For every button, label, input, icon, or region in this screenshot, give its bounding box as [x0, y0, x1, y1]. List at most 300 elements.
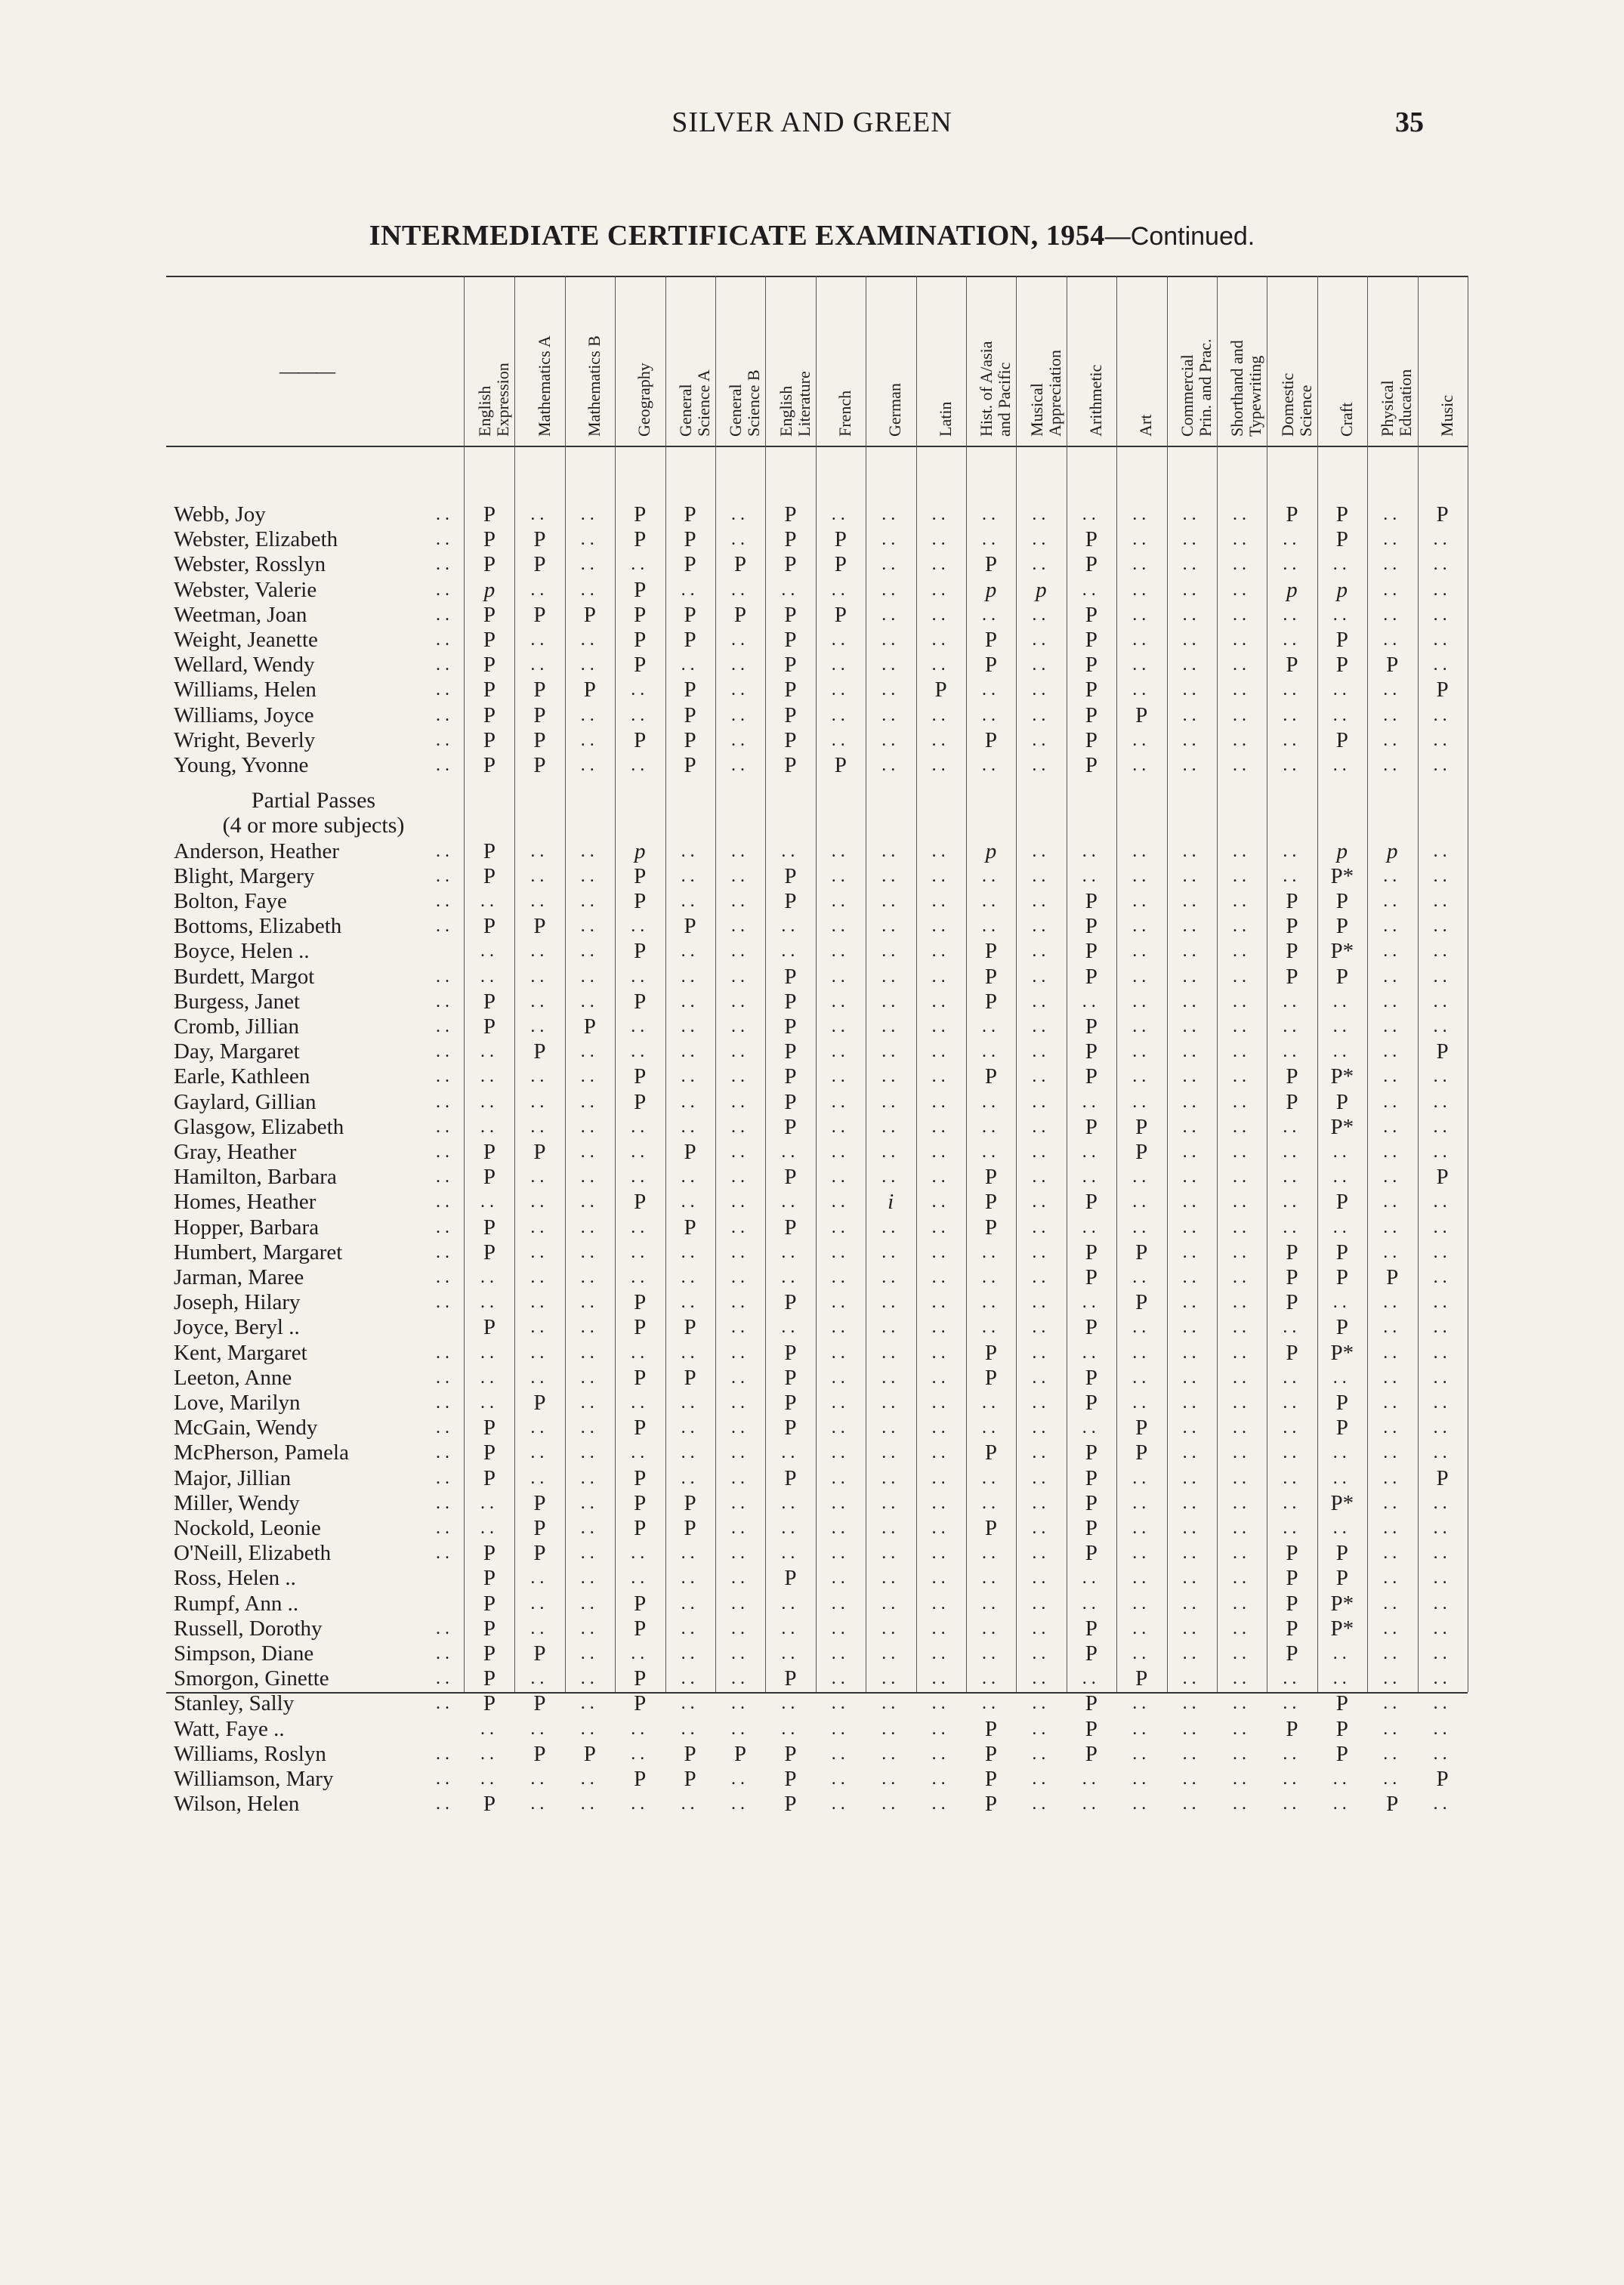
result-cell: ..	[1383, 1669, 1402, 1689]
result-cell: ..	[1233, 1342, 1251, 1363]
result-cell: ..	[1433, 530, 1452, 550]
result-cell: P*	[1330, 1340, 1354, 1365]
result-cell: ..	[1433, 1694, 1452, 1714]
result-cell: ..	[881, 1443, 900, 1463]
partial-pass-row	[166, 1440, 1462, 1465]
result-cell: ..	[1433, 1593, 1452, 1613]
result-cell: P	[1386, 1265, 1399, 1289]
result-cell: ..	[1283, 705, 1301, 725]
result-cell: ..	[1233, 1067, 1251, 1087]
result-cell: ..	[681, 579, 699, 600]
result-cell: ..	[1283, 1769, 1301, 1789]
partial-pass-row	[166, 1566, 1462, 1591]
result-cell: P	[1085, 1190, 1098, 1215]
result-cell: ..	[1233, 1092, 1251, 1112]
leader-dots: ..	[436, 730, 454, 750]
result-cell: P	[984, 727, 998, 752]
result-cell: ..	[1433, 755, 1452, 775]
subject-header: Hist. of A/asia and Pacific	[977, 341, 1014, 437]
result-cell: ..	[681, 1543, 699, 1564]
result-cell: P	[834, 527, 847, 552]
result-cell: ..	[1383, 705, 1402, 725]
result-cell: ..	[1182, 891, 1201, 911]
leader-dots: ..	[436, 530, 454, 550]
result-cell: ..	[1233, 1393, 1251, 1413]
result-cell: ..	[881, 941, 900, 962]
result-cell: P	[634, 1089, 647, 1114]
result-cell: ..	[681, 1644, 699, 1663]
result-cell: ..	[931, 1192, 950, 1212]
result-cell: ..	[1233, 1017, 1251, 1036]
partial-pass-row	[166, 1090, 1462, 1115]
result-cell: ..	[731, 1017, 749, 1036]
subject-header: Shorthand and Typewriting	[1227, 340, 1265, 437]
result-cell: ..	[1383, 730, 1402, 750]
result-cell: ..	[931, 1518, 950, 1538]
result-cell: ..	[1383, 579, 1402, 600]
student-name: Cromb, Jillian	[174, 1014, 299, 1039]
result-cell: ..	[1383, 630, 1402, 650]
leader-dots: ..	[436, 755, 454, 775]
result-cell: ..	[931, 1342, 950, 1363]
full-pass-row	[166, 578, 1462, 603]
result-cell: ..	[1383, 891, 1402, 911]
result-cell: P	[483, 1641, 496, 1666]
result-cell: P	[1286, 653, 1298, 678]
result-cell: ..	[631, 1568, 650, 1589]
result-cell: P	[634, 1616, 647, 1641]
result-cell: P	[784, 552, 797, 577]
result-cell: ..	[1283, 630, 1301, 650]
student-name: Leeton, Anne	[174, 1365, 292, 1390]
result-cell: ..	[631, 1242, 650, 1262]
student-name: Gaylard, Gillian	[174, 1089, 316, 1114]
result-cell: ..	[530, 1769, 549, 1789]
result-cell: P	[1286, 889, 1298, 913]
result-cell: ..	[1182, 1669, 1201, 1689]
result-cell: P	[984, 1165, 998, 1190]
full-pass-row	[166, 527, 1462, 552]
result-cell: ..	[580, 1568, 599, 1589]
result-cell: ..	[982, 1618, 1000, 1638]
result-cell: ..	[580, 1644, 599, 1663]
result-cell: ..	[1032, 1593, 1051, 1613]
student-name: Homes, Heather	[174, 1190, 316, 1215]
result-cell: ..	[931, 1242, 950, 1262]
result-cell: P	[684, 1215, 696, 1240]
result-cell: ..	[1082, 1342, 1101, 1363]
partial-pass-row	[166, 1315, 1462, 1340]
partial-pass-row	[166, 1039, 1462, 1064]
result-cell: ..	[731, 1644, 749, 1663]
result-cell: ..	[1182, 730, 1201, 750]
result-cell: ..	[1233, 705, 1251, 725]
result-cell: ..	[931, 730, 950, 750]
result-cell: P	[984, 628, 998, 652]
result-cell: ..	[681, 891, 699, 911]
result-cell: ..	[1383, 1017, 1402, 1036]
result-cell: ..	[731, 1042, 749, 1062]
result-cell: ..	[831, 505, 850, 524]
result-cell: ..	[1332, 1518, 1351, 1538]
result-cell: ..	[1132, 1092, 1151, 1112]
result-cell: ..	[982, 1017, 1000, 1036]
result-cell: ..	[1383, 1192, 1402, 1212]
result-cell: ..	[1032, 1669, 1051, 1689]
result-cell: ..	[881, 505, 900, 524]
result-cell: P	[1386, 653, 1399, 678]
result-cell: ..	[1233, 1543, 1251, 1564]
result-cell: ..	[1132, 1192, 1151, 1212]
result-cell: ..	[931, 505, 950, 524]
result-cell: ..	[580, 554, 599, 575]
result-cell: p	[1286, 577, 1298, 602]
result-cell: P	[784, 1089, 797, 1114]
result-cell: ..	[1283, 1518, 1301, 1538]
result-cell: ..	[580, 891, 599, 911]
result-cell: ..	[1283, 680, 1301, 700]
result-cell: ..	[831, 1268, 850, 1287]
result-cell: ..	[1383, 1443, 1402, 1463]
result-cell: ..	[1383, 1092, 1402, 1112]
result-cell: P	[1085, 702, 1098, 727]
result-cell: ..	[1383, 1468, 1402, 1488]
result-cell: P	[634, 1416, 647, 1440]
result-cell: P	[984, 939, 998, 964]
result-cell: ..	[731, 1443, 749, 1463]
result-cell: ..	[631, 1017, 650, 1036]
result-cell: ..	[1182, 1367, 1201, 1388]
result-cell: P	[1286, 1290, 1298, 1315]
result-cell: P	[1335, 964, 1348, 989]
result-cell: ..	[931, 705, 950, 725]
result-cell: ..	[881, 1468, 900, 1488]
result-cell: ..	[631, 1342, 650, 1363]
result-cell: ..	[681, 966, 699, 987]
result-cell: ..	[681, 1042, 699, 1062]
result-cell: ..	[982, 891, 1000, 911]
result-cell: ..	[1383, 1518, 1402, 1538]
result-cell: ..	[580, 966, 599, 987]
student-name: Webb, Joy	[174, 502, 266, 526]
result-cell: ..	[1283, 1042, 1301, 1062]
full-pass-row	[166, 653, 1462, 678]
result-cell: ..	[681, 1794, 699, 1814]
leader-dots: ..	[436, 579, 454, 600]
result-cell: ..	[1283, 1367, 1301, 1388]
result-cell: ..	[1182, 1092, 1201, 1112]
result-cell: P	[533, 1516, 546, 1540]
partial-pass-row	[166, 1491, 1462, 1516]
result-cell: ..	[1032, 604, 1051, 625]
result-cell: ..	[982, 604, 1000, 625]
result-cell: P	[684, 1140, 696, 1164]
partial-pass-row	[166, 1666, 1462, 1691]
result-cell: ..	[881, 1116, 900, 1137]
result-cell: ..	[631, 1217, 650, 1237]
result-cell: ..	[1032, 505, 1051, 524]
result-cell: ..	[1032, 1393, 1051, 1413]
result-cell: P	[483, 1616, 496, 1641]
partial-pass-row	[166, 1717, 1462, 1742]
result-cell: P	[1085, 1240, 1098, 1264]
result-cell: P	[784, 1064, 797, 1089]
result-cell: ..	[731, 1518, 749, 1538]
result-cell: ..	[1433, 1142, 1452, 1162]
result-cell: ..	[831, 1142, 850, 1162]
result-cell: ..	[530, 1367, 549, 1388]
result-cell: ..	[931, 841, 950, 861]
result-cell: ..	[631, 1794, 650, 1814]
result-cell: P	[684, 1516, 696, 1540]
result-cell: ..	[731, 1468, 749, 1488]
partial-pass-row	[166, 939, 1462, 964]
result-cell: P	[1135, 702, 1148, 727]
result-cell: ..	[1132, 966, 1151, 987]
result-cell: ..	[1383, 866, 1402, 886]
result-cell: P	[483, 653, 496, 678]
result-cell: ..	[781, 1618, 800, 1638]
result-cell: ..	[1233, 1167, 1251, 1187]
partial-pass-row	[166, 1190, 1462, 1215]
partial-pass-row	[166, 1792, 1462, 1817]
result-cell: ..	[931, 1644, 950, 1663]
result-cell: ..	[1433, 1568, 1452, 1589]
result-cell: P	[634, 1490, 647, 1515]
student-name: Bolton, Faye	[174, 889, 287, 913]
result-cell: P	[784, 1741, 797, 1766]
leader-dots: ..	[436, 1493, 454, 1513]
result-cell: P	[634, 1190, 647, 1215]
result-cell: ..	[831, 1669, 850, 1689]
result-cell: ..	[1433, 1644, 1452, 1663]
result-cell: P	[583, 602, 596, 627]
result-cell: P	[1085, 889, 1098, 913]
result-cell: P	[1335, 1541, 1348, 1566]
partial-pass-row	[166, 1290, 1462, 1315]
leader-dots: ..	[436, 1769, 454, 1789]
result-cell: P	[1085, 1365, 1098, 1390]
result-cell: P	[684, 702, 696, 727]
result-cell: ..	[931, 1367, 950, 1388]
result-cell: P	[634, 1315, 647, 1340]
student-name: Webster, Rosslyn	[174, 552, 326, 577]
running-title: SILVER AND GREEN	[672, 107, 952, 138]
result-cell: ..	[1182, 966, 1201, 987]
result-cell: ..	[480, 966, 499, 987]
result-cell: ..	[1433, 1242, 1452, 1262]
result-cell: ..	[831, 1769, 850, 1789]
result-cell: ..	[881, 1242, 900, 1262]
result-cell: P	[483, 527, 496, 552]
result-cell: ..	[881, 1794, 900, 1814]
result-cell: ..	[1182, 1292, 1201, 1313]
result-cell: ..	[1383, 1694, 1402, 1714]
result-cell: ..	[1233, 1242, 1251, 1262]
result-cell: P	[1335, 1691, 1348, 1716]
result-cell: ..	[1032, 1418, 1051, 1438]
leader-dots: ..	[436, 1092, 454, 1112]
result-cell: ..	[1233, 1367, 1251, 1388]
full-pass-row	[166, 628, 1462, 653]
result-cell: ..	[1132, 841, 1151, 861]
student-name: Simpson, Diane	[174, 1641, 314, 1666]
result-cell: P	[1286, 502, 1298, 526]
result-cell: ..	[1182, 1242, 1201, 1262]
result-cell: P	[634, 1365, 647, 1390]
result-cell: ..	[982, 1092, 1000, 1112]
student-name: Smorgon, Ginette	[174, 1666, 329, 1691]
result-cell: ..	[831, 1192, 850, 1212]
result-cell: ..	[881, 755, 900, 775]
result-cell: P	[1286, 1064, 1298, 1089]
result-cell: ..	[1233, 554, 1251, 575]
result-cell: ..	[1032, 916, 1051, 937]
result-cell: ..	[1433, 1192, 1452, 1212]
result-cell: P	[784, 628, 797, 652]
result-cell: ..	[480, 1367, 499, 1388]
result-cell: ..	[480, 1769, 499, 1789]
result-cell: ..	[1132, 530, 1151, 550]
result-cell: P	[533, 1641, 546, 1666]
result-cell: ..	[1182, 1142, 1201, 1162]
result-cell: ..	[1182, 1618, 1201, 1638]
subject-header: General Science B	[726, 369, 764, 437]
result-cell: ..	[631, 1142, 650, 1162]
result-cell: ..	[731, 991, 749, 1011]
student-name: Miller, Wendy	[174, 1490, 300, 1515]
result-cell: ..	[982, 1268, 1000, 1287]
result-cell: ..	[1032, 941, 1051, 962]
result-cell: ..	[681, 1017, 699, 1036]
result-cell: ..	[831, 680, 850, 700]
result-cell: ..	[1433, 1268, 1452, 1287]
result-cell: P	[483, 1165, 496, 1190]
result-cell: ..	[781, 1718, 800, 1739]
result-cell: ..	[1182, 941, 1201, 962]
result-cell: ..	[731, 655, 749, 675]
full-pass-row	[166, 603, 1462, 628]
result-cell: ..	[480, 1342, 499, 1363]
result-cell: ..	[1233, 1192, 1251, 1212]
result-cell: ..	[530, 579, 549, 600]
leader-dots: ..	[436, 554, 454, 575]
result-cell: ..	[831, 1418, 850, 1438]
result-cell: P	[583, 1014, 596, 1039]
result-cell: ..	[1433, 1292, 1452, 1313]
result-cell: ..	[580, 1468, 599, 1488]
result-cell: P	[1286, 1616, 1298, 1641]
result-cell: ..	[1082, 866, 1101, 886]
result-cell: ..	[1332, 1468, 1351, 1488]
result-cell: P	[483, 1566, 496, 1591]
result-cell: ..	[831, 916, 850, 937]
result-cell: ..	[631, 1393, 650, 1413]
result-cell: ..	[881, 1268, 900, 1287]
result-cell: ..	[530, 1017, 549, 1036]
result-cell: ..	[1233, 1418, 1251, 1438]
result-cell: ..	[831, 1017, 850, 1036]
result-cell: ..	[1433, 1518, 1452, 1538]
result-cell: ..	[982, 755, 1000, 775]
result-cell: ..	[1132, 1268, 1151, 1287]
result-cell: ..	[931, 1493, 950, 1513]
result-cell: ..	[1082, 1769, 1101, 1789]
result-cell: p	[985, 577, 997, 602]
result-cell: ..	[731, 916, 749, 937]
result-cell: ..	[1433, 1317, 1452, 1338]
partial-pass-row	[166, 839, 1462, 864]
table-top-rule	[166, 276, 1468, 277]
result-cell: ..	[982, 866, 1000, 886]
result-cell: ..	[931, 916, 950, 937]
result-cell: ..	[1433, 991, 1452, 1011]
result-cell: ..	[881, 1393, 900, 1413]
student-name: Earle, Kathleen	[174, 1064, 310, 1089]
partial-pass-row	[166, 1265, 1462, 1290]
result-cell: ..	[1233, 1142, 1251, 1162]
result-cell: ..	[1383, 505, 1402, 524]
result-cell: P	[1085, 1064, 1098, 1089]
result-cell: ..	[831, 1116, 850, 1137]
result-cell: ..	[1233, 991, 1251, 1011]
result-cell: P	[483, 1541, 496, 1566]
result-cell: ..	[731, 730, 749, 750]
result-cell: ..	[1383, 1217, 1402, 1237]
result-cell: ..	[1383, 680, 1402, 700]
subject-header: Geography	[634, 363, 654, 437]
result-cell: ..	[1082, 1167, 1101, 1187]
result-cell: ..	[881, 1367, 900, 1388]
result-cell: ..	[731, 1568, 749, 1589]
result-cell: ..	[731, 1493, 749, 1513]
student-name: Williamson, Mary	[174, 1767, 334, 1791]
result-cell: ..	[731, 1317, 749, 1338]
subject-header: General Science A	[675, 369, 713, 437]
result-cell: ..	[681, 1092, 699, 1112]
result-cell: ..	[1032, 1116, 1051, 1137]
result-cell: ..	[831, 1618, 850, 1638]
partial-pass-row	[166, 1541, 1462, 1566]
result-cell: P	[1085, 1114, 1098, 1139]
result-cell: ..	[631, 1443, 650, 1463]
result-cell: ..	[931, 1092, 950, 1112]
result-cell: P	[784, 702, 797, 727]
partial-pass-row	[166, 1416, 1462, 1440]
result-cell: ..	[580, 1067, 599, 1087]
result-cell: ..	[631, 966, 650, 987]
result-cell: ..	[881, 1418, 900, 1438]
result-cell: P	[984, 1190, 998, 1215]
subject-header: Domestic Science	[1277, 372, 1315, 437]
result-cell: P	[1286, 1265, 1298, 1289]
result-cell: ..	[1132, 1393, 1151, 1413]
result-cell: ..	[530, 1292, 549, 1313]
result-cell: ..	[480, 1743, 499, 1764]
result-cell: ..	[1283, 1393, 1301, 1413]
result-cell: ..	[881, 991, 900, 1011]
subject-header: English Expression	[475, 363, 513, 437]
result-cell: ..	[1132, 1618, 1151, 1638]
partial-pass-row	[166, 1064, 1462, 1089]
result-cell: ..	[1082, 1593, 1101, 1613]
partial-pass-row	[166, 1641, 1462, 1666]
result-cell: ..	[1182, 1268, 1201, 1287]
result-cell: ..	[1032, 1743, 1051, 1764]
result-cell: ..	[931, 1468, 950, 1488]
result-cell: P	[784, 863, 797, 888]
result-cell: P	[984, 1741, 998, 1766]
